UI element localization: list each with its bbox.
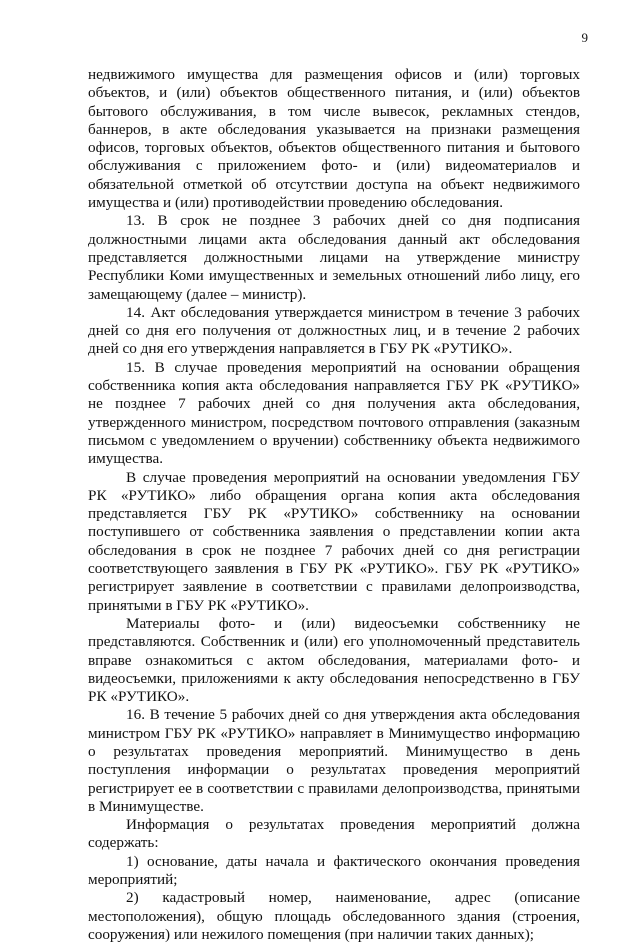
- list-item-2: 2) кадастровый номер, наименование, адрес (описание местоположения), общую площадь обследованного здания (строения, сооружения) или нежилого помещения (при наличии таких данных);: [88, 889, 580, 943]
- page-number: 9: [581, 30, 588, 45]
- paragraph-continuation: недвижимого имущества для размещения офисов и (или) торговых объектов, и (или) объектов общественного питания, и (или) объектов бытового обслуживания, в том числе вывесок, рекламных стендов, баннеров, в акте обследования указывается на признаки размещения офисов, торговых объектов, объектов общественного питания и бытового обслуживания с приложением фото- и (или) видеоматериалов и обязательной отметкой об отсутствии доступа на объект недвижимого имущества и (или) противодействии проведению обследования.: [88, 66, 580, 212]
- document-body: [88, 66, 580, 944]
- list-item-1: 1) основание, даты начала и фактического окончания проведения мероприятий;: [88, 852, 580, 889]
- paragraph-13: 13. В срок не позднее 3 рабочих дней со дня подписания должностными лицами акта обследования данный акт обследования представляется должностными лицами на утверждение министру Республики Коми имущественных и земельных отношений либо лицу, его замещающему (далее – министр).: [88, 212, 580, 303]
- paragraph-16: 16. В течение 5 рабочих дней со дня утверждения акта обследования министром ГБУ РК «РУТИКО» направляет в Минимущество информацию о результатах проведения мероприятий. Минимущество в день поступления информации о результатах проведения мероприятий регистрирует ее в соответствии с правилами делопроизводства, принятыми в Минимуществе.: [88, 706, 580, 815]
- paragraph-15: 15. В случае проведения мероприятий на основании обращения собственника копия акта обследования направляется ГБУ РК «РУТИКО» не позднее 7 рабочих дней со дня получения акта обследования, утвержденного министром, посредством почтового отправления (заказным письмом с уведомлением о вручении) собственнику объекта недвижимого имущества.: [88, 358, 580, 468]
- paragraph-14: 14. Акт обследования утверждается министром в течение 3 рабочих дней со дня его получения от должностных лиц, и в течение 2 рабочих дней со дня его утверждения направляется в ГБУ РК «РУТИКО».: [88, 303, 580, 358]
- paragraph-15-notification: В случае проведения мероприятий на основании уведомления ГБУ РК «РУТИКО» либо обращения органа копия акта обследования представляется ГБУ РК «РУТИКО» собственнику на основании поступившего от собственника заявления о представлении копии акта обследования в срок не позднее 7 рабочих дней со дня регистрации соответствующего заявления в ГБУ РК «РУТИКО». ГБУ РК «РУТИКО» регистрирует заявление в соответствии с правилами делопроизводства, принятыми в ГБУ РК «РУТИКО».: [88, 468, 580, 614]
- paragraph-15-materials: Материалы фото- и (или) видеосъемки собственнику не представляются. Собственник и (или) его уполномоченный представитель вправе ознакомиться с актом обследования, материалами фото- и видеосъемки, приложениями к акту обследования непосредственно в ГБУ РК «РУТИКО».: [88, 614, 580, 706]
- paragraph-16-info-contents: Информация о результатах проведения мероприятий должна содержать:: [88, 816, 580, 852]
